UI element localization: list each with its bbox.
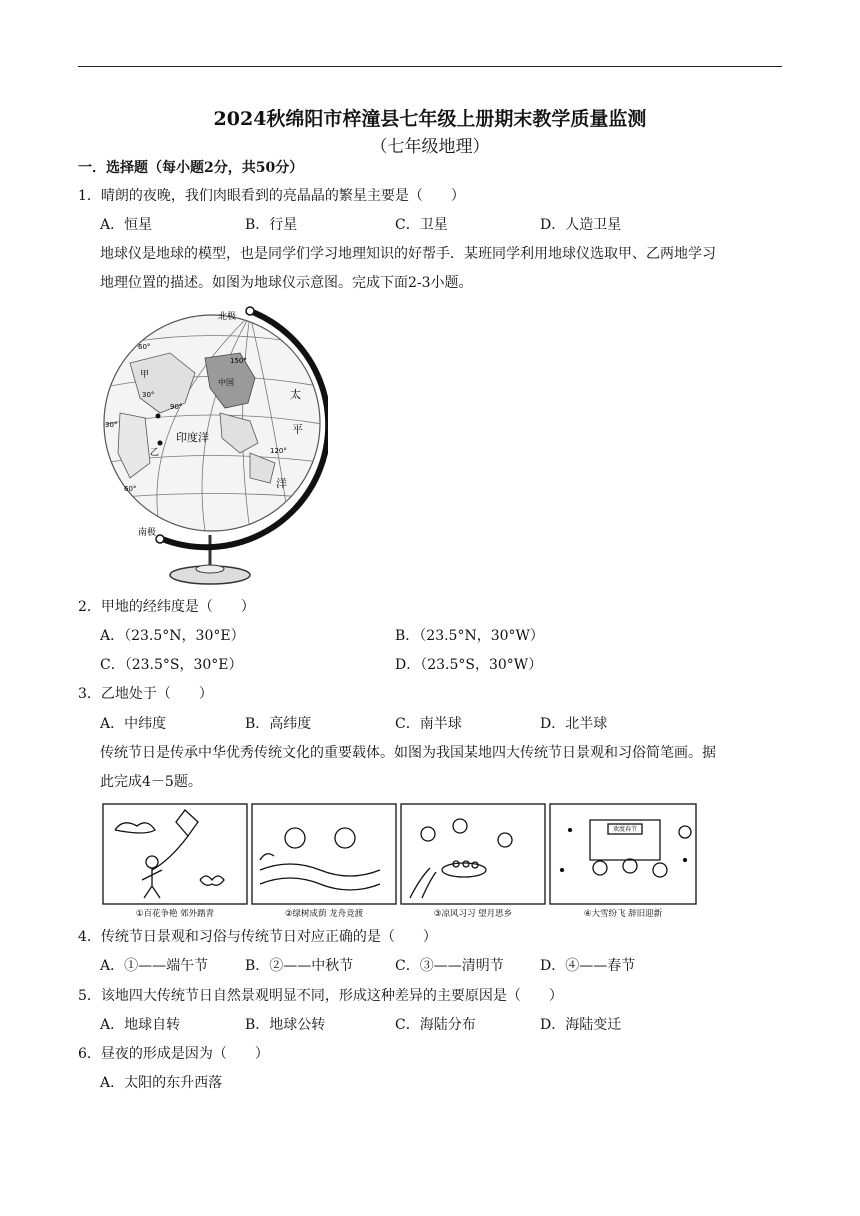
child-face-6: [623, 859, 637, 873]
q6-stem: 6．昼夜的形成是因为（ ）: [78, 1046, 269, 1062]
lon-120-label: 120°: [270, 447, 287, 455]
caption-3: ③凉风习习 望月思乡: [433, 909, 513, 919]
child-face-4: [498, 833, 512, 847]
lat-30-label: 30°: [105, 421, 118, 429]
q3-option-c: C．南半球: [395, 716, 462, 732]
caption-1: ①百花争艳 郊外踏青: [135, 909, 215, 919]
q4-option-b: B．②——中秋节: [245, 958, 354, 974]
q2-option-a: A．（23.5°N，30°E）: [100, 628, 245, 644]
q4-option-c: C．③——清明节: [395, 958, 504, 974]
cloud-icon: [115, 823, 155, 833]
q5-option-c: C．海陆分布: [395, 1017, 476, 1033]
q5-option-d: D．海陆变迁: [540, 1017, 622, 1033]
q5-option-b: B．地球公转: [245, 1017, 326, 1033]
globe-figure: [100, 303, 328, 588]
q2-option-b: B．（23.5°N，30°W）: [395, 628, 544, 644]
festival-panel-2: [252, 804, 396, 904]
q6-option-a: A．太阳的东升西落: [100, 1075, 223, 1091]
adult-face-1: [421, 827, 435, 841]
page-subtitle: （七年级地理）: [370, 137, 490, 157]
china-label: 中国: [218, 378, 234, 387]
festival-panel-3: [401, 804, 545, 904]
caption-4: ④大雪纷飞 辞旧迎新: [583, 909, 663, 919]
lon-150-label: 150°: [230, 357, 247, 365]
intro23-line2: 地理位置的描述。如图为地球仪示意图。完成下面2-3小题。: [100, 275, 473, 291]
lon-30-label: 30°: [142, 391, 155, 399]
festival-panel-4: [550, 804, 696, 904]
table-icon: [442, 863, 486, 877]
child-face-1: [146, 856, 158, 868]
indian-ocean-label: 印度洋: [176, 431, 209, 444]
q3-option-a: A．中纬度: [100, 716, 167, 732]
child-face-5: [593, 861, 607, 875]
festival-figure: [100, 800, 700, 920]
south-pole-label: 南极: [138, 528, 157, 538]
point-jia: [156, 414, 161, 419]
q3-option-d: D．北半球: [540, 716, 608, 732]
intro45-line2: 此完成4－5题。: [100, 774, 202, 790]
adult-face-2: [453, 819, 467, 833]
festival-panel-1: [103, 804, 247, 904]
yi-label: 乙: [150, 448, 160, 458]
q2-option-c: C．（23.5°S，30°E）: [100, 657, 243, 673]
q1-option-b: B．行星: [245, 217, 298, 233]
pacific-label-2: 平: [292, 423, 303, 436]
header-rule: [78, 66, 782, 67]
pacific-label-1: 太: [290, 388, 301, 401]
south-pole-pin: [156, 535, 164, 543]
lantern-icon: [679, 826, 691, 838]
child-face-2: [285, 828, 305, 848]
dragon-boat-icon: [260, 854, 274, 860]
q2-stem: 2．甲地的经纬度是（ ）: [78, 599, 255, 615]
section-heading: 一．选择题（每小题2分，共50分）: [78, 160, 304, 176]
q2-option-d: D．（23.5°S，30°W）: [395, 657, 543, 673]
q4-option-a: A．①——端午节: [100, 958, 209, 974]
lat-60-south: 60°: [124, 485, 137, 493]
q4-option-d: D．④——春节: [540, 958, 636, 974]
north-pole-label: 北极: [218, 312, 237, 322]
caption-2: ②绿树成荫 龙舟竞渡: [284, 909, 364, 919]
q1-stem: 1．晴朗的夜晚，我们肉眼看到的亮晶晶的繁星主要是（ ）: [78, 188, 465, 204]
q1-option-a: A．恒星: [100, 217, 153, 233]
q5-stem: 5．该地四大传统节日自然景观明显不同，形成这种差异的主要原因是（ ）: [78, 988, 563, 1004]
child-face-7: [653, 863, 667, 877]
q3-option-b: B．高纬度: [245, 716, 312, 732]
festival-sign: 欢度春节: [612, 826, 638, 833]
lat-60-north: 60°: [138, 343, 151, 351]
point-yi: [158, 441, 163, 446]
q1-option-c: C．卫星: [395, 217, 448, 233]
q5-option-a: A．地球自转: [100, 1017, 181, 1033]
intro45-line1: 传统节日是传承中华优秀传统文化的重要载体。如图为我国某地四大传统节日景观和习俗简笔画。据: [100, 745, 716, 761]
q4-stem: 4．传统节日景观和习俗与传统节日对应正确的是（ ）: [78, 929, 437, 945]
pacific-label-3: 洋: [276, 477, 287, 490]
kite-icon: [176, 810, 198, 836]
q1-option-d: D．人造卫星: [540, 217, 622, 233]
jia-label: 甲: [140, 370, 150, 380]
intro23-line1: 地球仪是地球的模型，也是同学们学习地理知识的好帮手．某班同学利用地球仪选取甲、乙两地学习: [100, 246, 716, 262]
lon-90-label: 90°: [170, 403, 183, 411]
q3-stem: 3．乙地处于（ ）: [78, 686, 213, 702]
north-pole-pin: [246, 307, 254, 315]
page-title: 2024秋绵阳市梓潼县七年级上册期末教学质量监测: [213, 108, 647, 130]
child-face-3: [335, 828, 355, 848]
